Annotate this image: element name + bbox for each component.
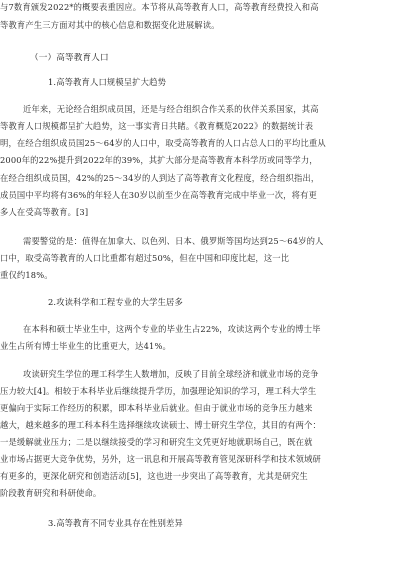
paragraph-line: 近年来，无论经合组织成员国，还是与经合组织合作关系的伙伴关系国家，其高 (23, 104, 319, 114)
paragraph-line: 重仅约18%。 (0, 270, 53, 280)
paragraph-line: 越大，越来越多的理工科本科生选择继续攻读硕士、博士研究生学位，其目的有两个： (0, 420, 321, 430)
paragraph-line: 阶段教育研究和科研使命。 (0, 488, 102, 498)
paragraph-line: 口中，取受高等教育的人口比重都有超过50%，但在中国和印度比起，这一比 (0, 253, 290, 263)
paragraph-line: 明，在经合组织成员国25～64岁的人口中，取受高等教育的人口占总人口的平均比重从 (0, 138, 326, 148)
paragraph-line: 等教育人口规模都呈扩大趋势，这一事实背日共睹。《教育概览2022》的数据统计表 (0, 121, 314, 131)
section-heading: （一）高等教育人口 (30, 53, 109, 63)
paragraph-line: 一是缓解就业压力；二是以继续接受的学习和研究生文凭更好地就职场自己，既在就 (0, 437, 313, 447)
subsection-3-heading: 3.高等教育不同专业具存在性别差异 (48, 518, 183, 528)
subsection-1-heading: 1.高等教育人口规模呈扩大趋势 (48, 77, 167, 87)
paragraph-line: 压力较大[4]。相较于本科毕业后继续提升学历，加强理论知识的学习，理工科大学生 (0, 386, 317, 396)
paragraph-line: 攻读研究生学位的理工科学生人数增加，反映了目前全球经济和就业市场的竞争 (23, 369, 319, 379)
paragraph-line: 多人在受高等教育。[3] (0, 207, 89, 217)
paragraph-line: 业市场占据更大竞争优势，另外，这一讯息和开展高等教育管见深研科学和技术领域研 (0, 454, 321, 464)
subsection-2-heading: 2.攻读科学和工程专业的大学生居多 (48, 297, 183, 307)
paragraph-line: 在经合组织成员国，42%的25～34岁的人到达了高等教育文化程度，经合组织指出， (0, 173, 320, 183)
paragraph-line: 成员国中平均将有36%的年轻人在30岁以前至少在高等教育完成中毕业一次，将有更 (0, 190, 317, 200)
paragraph-line: 2000年的22%提升到2022年的39%，其扩大部分是高等教育本科学历或同等学力， (0, 155, 318, 165)
intro-line: 与7数育颁发2022*的概要表重因应。本节将从高等教育人口，高等教育经费投入和高 (0, 2, 319, 12)
intro-line: 等教育产生三方面对其中的核心信息和数据变化进展解读。 (0, 20, 220, 30)
paragraph-line: 更偏向于实际工作经历的积累，即本科毕业后就业。但由于就业市场的竞争压力越来 (0, 403, 313, 413)
paragraph-line: 需要警觉的是：值得在加拿大、以色列、日本、俄罗斯等国均达到25～64岁的人 (23, 236, 324, 246)
paragraph-line: 在本科和硕士毕业生中，这两个专业的毕业生占22%，攻读这两个专业的博士毕 (23, 324, 321, 334)
paragraph-line: 业生占所有博士毕业生的比重更大，达41%。 (0, 341, 171, 351)
paragraph-line: 有更多的，更深化研究和创造活动[5]，这也进一步突出了高等教育，尤其是研究生 (0, 471, 308, 481)
